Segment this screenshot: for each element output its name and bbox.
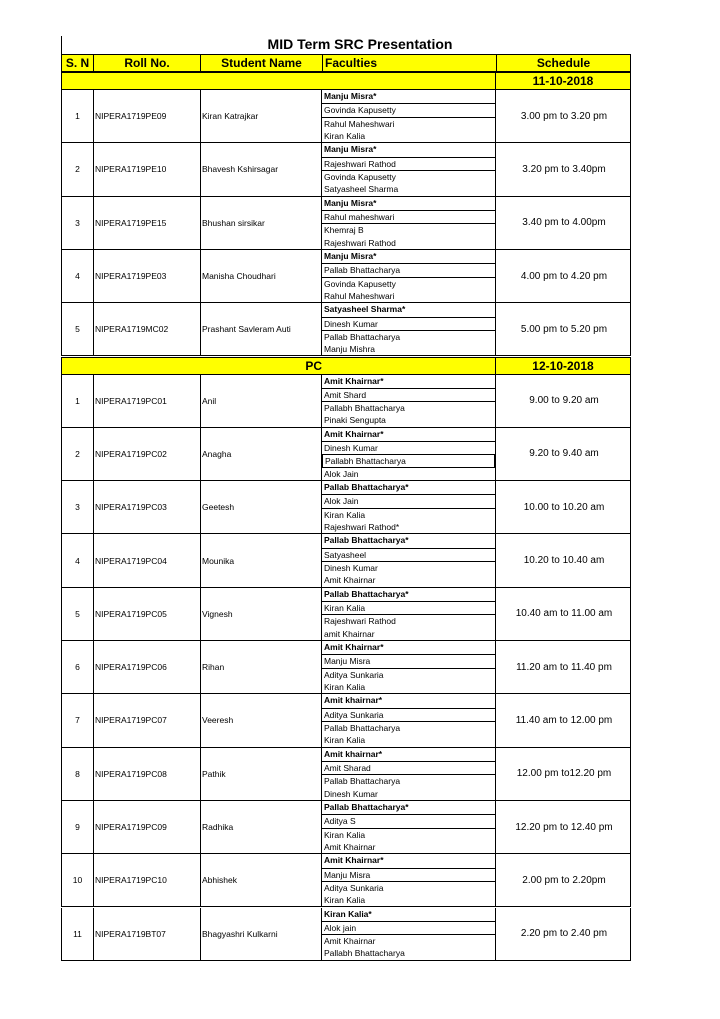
lead-faculty: Manju Misra* xyxy=(324,144,377,155)
faculty-member: amit Khairnar xyxy=(324,628,375,639)
row-roll-number: NIPERA1719PC07 xyxy=(95,715,167,726)
faculty-member: Aditya S xyxy=(322,814,495,827)
row-roll-number: NIPERA1719MC02 xyxy=(95,324,169,335)
row-schedule: 3.20 pm to 3.40pm xyxy=(522,163,606,175)
row-schedule: 10.00 to 10.20 am xyxy=(523,501,605,513)
row-serial-number: 10 xyxy=(72,875,83,886)
column-divider xyxy=(93,908,94,960)
column-divider xyxy=(200,641,201,693)
column-divider xyxy=(200,908,201,960)
faculty-member: Pallab Bhattacharya xyxy=(322,774,495,787)
faculty-member: Kiran Kalia xyxy=(322,828,495,841)
faculty-member: Dinesh Kumar xyxy=(322,317,495,330)
lead-faculty: Amit Khairnar* xyxy=(324,642,384,652)
faculty-member: Satyasheel xyxy=(322,548,495,561)
column-divider xyxy=(93,481,94,533)
row-serial-number: 2 xyxy=(75,164,80,175)
table-row xyxy=(61,428,631,481)
row-roll-number: NIPERA1719PC09 xyxy=(95,822,167,833)
row-schedule: 5.00 pm to 5.20 pm xyxy=(520,323,608,335)
faculty-member: Govinda Kapusetty xyxy=(322,277,495,290)
column-divider xyxy=(200,854,201,906)
column-divider xyxy=(93,534,94,586)
row-roll-number: NIPERA1719PC01 xyxy=(95,395,167,406)
faculty-member: Amit Sharad xyxy=(322,761,495,774)
lead-faculty: Amit Khairnar* xyxy=(324,428,384,439)
row-student-name: Anil xyxy=(202,395,217,406)
row-schedule: 12.00 pm to12.20 pm xyxy=(516,768,612,780)
column-divider xyxy=(200,481,201,533)
row-serial-number: 8 xyxy=(75,768,80,779)
faculty-member: Manju Misra xyxy=(322,654,495,667)
table-row xyxy=(61,641,631,694)
section-date: 12-10-2018 xyxy=(532,358,594,373)
column-divider xyxy=(200,748,201,800)
row-schedule: 3.00 pm to 3.20 pm xyxy=(520,110,608,122)
header-student-name: Student Name xyxy=(200,55,322,71)
row-schedule: 2.00 pm to 2.20pm xyxy=(522,874,606,886)
table-row xyxy=(61,908,631,961)
lead-faculty: Amit Khairnar* xyxy=(324,375,384,386)
row-student-name: Geetesh xyxy=(202,502,235,513)
lead-faculty: Amit Khairnar* xyxy=(324,855,384,866)
row-student-name: Bhagyashri Kulkarni xyxy=(202,928,278,939)
faculty-member: Khemraj B xyxy=(322,223,495,236)
row-roll-number: NIPERA1719PC05 xyxy=(95,608,167,619)
row-student-name: Pathik xyxy=(202,768,226,779)
faculty-member: Rajeshwari Rathod* xyxy=(324,522,400,533)
row-student-name: Bhavesh Kshirsagar xyxy=(202,164,279,175)
table-row xyxy=(61,801,631,854)
faculty-member: Amit Shard xyxy=(322,388,495,401)
column-divider xyxy=(93,250,94,302)
row-schedule: 3.40 pm to 4.00pm xyxy=(522,217,606,229)
row-student-name: Prashant Savleram Auti xyxy=(202,324,291,335)
table-row xyxy=(61,90,631,143)
row-roll-number: NIPERA1719BT07 xyxy=(95,928,166,939)
faculty-member: Amit Khairnar xyxy=(322,934,495,947)
row-schedule: 10.40 am to 11.00 am xyxy=(515,608,613,620)
row-schedule: 9.00 to 9.20 am xyxy=(529,395,599,407)
row-roll-number: NIPERA1719PE09 xyxy=(95,111,167,122)
row-schedule: 11.40 am to 12.00 pm xyxy=(515,714,613,726)
column-divider xyxy=(200,375,201,427)
row-schedule: 9.20 to 9.40 am xyxy=(529,448,599,460)
faculty-member: Rahul Maheshwari xyxy=(324,290,395,301)
faculty-member: Pallab Bhattacharya xyxy=(322,330,495,343)
row-roll-number: NIPERA1719PC10 xyxy=(95,875,167,886)
column-divider xyxy=(93,375,94,427)
row-roll-number: NIPERA1719PE15 xyxy=(95,217,167,228)
column-divider xyxy=(200,428,201,480)
row-serial-number: 3 xyxy=(75,502,80,513)
column-divider xyxy=(93,801,94,853)
lead-faculty: Pallab Bhattacharya* xyxy=(324,482,409,493)
row-serial-number: 3 xyxy=(75,217,80,228)
row-serial-number: 1 xyxy=(75,395,80,406)
row-roll-number: NIPERA1719PC04 xyxy=(95,555,167,566)
section-band xyxy=(61,72,631,90)
row-schedule: 4.00 pm to 4.20 pm xyxy=(520,270,608,282)
column-divider xyxy=(93,428,94,480)
faculty-member: Kiran Kalia xyxy=(324,895,366,906)
row-roll-number: NIPERA1719PC08 xyxy=(95,768,167,779)
table-row xyxy=(61,481,631,534)
column-divider xyxy=(93,90,94,142)
faculty-member: Kiran Kalia xyxy=(322,601,495,614)
row-student-name: Vignesh xyxy=(202,608,233,619)
row-roll-number: NIPERA1719PE10 xyxy=(95,164,167,175)
column-divider xyxy=(200,534,201,586)
lead-faculty: Amit khairnar* xyxy=(324,695,383,706)
section-label xyxy=(200,73,322,89)
table-row xyxy=(61,534,631,587)
table-row xyxy=(61,143,631,196)
column-divider xyxy=(93,588,94,640)
faculty-member: Rajeshwari Rathod xyxy=(322,614,495,627)
row-serial-number: 5 xyxy=(75,324,80,335)
faculty-member: Aditya Sunkaria xyxy=(322,881,495,894)
row-serial-number: 4 xyxy=(75,271,80,282)
column-divider xyxy=(93,197,94,249)
faculty-member: Govinda Kapusetty xyxy=(322,103,495,116)
table-row xyxy=(61,375,631,428)
table-row xyxy=(61,250,631,303)
faculty-member: Alok jain xyxy=(322,921,495,934)
faculty-member: Kiran Kalia xyxy=(324,681,366,692)
faculty-member: Kiran Kalia xyxy=(324,130,366,141)
column-divider xyxy=(93,694,94,746)
faculty-member: Amit Khairnar xyxy=(324,841,376,852)
faculty-member: Rajeshwari Rathod xyxy=(324,237,396,248)
header-sn: S. N xyxy=(65,56,90,70)
row-schedule: 10.20 to 10.40 am xyxy=(523,555,605,567)
faculty-member: Rahul Maheshwari xyxy=(322,117,495,130)
faculty-member: Alok Jain xyxy=(322,494,495,507)
faculty-member: Satyasheel Sharma xyxy=(324,184,399,195)
table-row xyxy=(61,197,631,250)
lead-faculty: Pallab Bhattacharya* xyxy=(324,535,409,546)
row-serial-number: 7 xyxy=(75,715,80,726)
row-schedule: 11.20 am to 11.40 pm xyxy=(516,661,612,673)
row-student-name: Veeresh xyxy=(202,715,234,726)
row-roll-number: NIPERA1719PC03 xyxy=(95,502,167,513)
column-divider xyxy=(200,694,201,746)
row-student-name: Bhushan sirsikar xyxy=(202,217,265,228)
row-schedule: 2.20 pm to 2.40 pm xyxy=(520,928,608,940)
row-roll-number: NIPERA1719PC06 xyxy=(95,662,167,673)
faculty-member: Manju Misra xyxy=(322,868,495,881)
header-roll: Roll No. xyxy=(93,55,200,71)
lead-faculty: Amit khairnar* xyxy=(324,748,383,759)
row-schedule: 12.20 pm to 12.40 pm xyxy=(515,821,613,833)
column-divider xyxy=(200,143,201,195)
faculty-member: Govinda Kapusetty xyxy=(322,170,495,183)
column-divider xyxy=(93,854,94,906)
row-student-name: Mounika xyxy=(202,555,235,566)
column-divider xyxy=(200,250,201,302)
table-row xyxy=(61,303,631,356)
column-divider xyxy=(93,641,94,693)
column-divider xyxy=(200,801,201,853)
lead-faculty: Manju Misra* xyxy=(324,91,377,101)
row-serial-number: 6 xyxy=(75,662,80,673)
table-row xyxy=(61,694,631,747)
column-divider xyxy=(200,303,201,355)
row-serial-number: 5 xyxy=(75,608,80,619)
faculty-member: Dinesh Kumar xyxy=(322,441,495,454)
column-divider xyxy=(200,197,201,249)
faculty-member: Alok Jain xyxy=(324,468,359,479)
column-divider xyxy=(93,748,94,800)
header-schedule: Schedule xyxy=(496,55,630,71)
faculty-member: Kiran Kalia xyxy=(322,508,495,521)
row-serial-number: 4 xyxy=(75,555,80,566)
section-date: 11-10-2018 xyxy=(532,74,594,88)
faculty-member: Pallabh Bhattacharya xyxy=(322,401,495,414)
faculty-member: Dinesh Kumar xyxy=(322,561,495,574)
faculty-member: Aditya Sunkaria xyxy=(322,668,495,681)
row-roll-number: NIPERA1719PC02 xyxy=(95,448,167,459)
faculty-member: Manju Mishra xyxy=(324,344,376,355)
row-serial-number: 2 xyxy=(75,448,80,459)
lead-faculty: Manju Misra* xyxy=(324,250,377,261)
faculty-member: Pallab Bhattacharya xyxy=(322,721,495,734)
faculty-member: Pinaki Sengupta xyxy=(324,415,386,426)
lead-faculty: Pallab Bhattacharya* xyxy=(324,801,409,812)
row-student-name: Rihan xyxy=(202,662,225,673)
row-serial-number: 9 xyxy=(75,822,80,833)
lead-faculty: Satyasheel Sharma* xyxy=(324,304,406,315)
column-divider xyxy=(200,90,201,142)
table-row xyxy=(61,854,631,907)
column-divider xyxy=(200,588,201,640)
header-row xyxy=(61,54,631,72)
header-faculties: Faculties xyxy=(322,55,496,71)
row-student-name: Manisha Choudhari xyxy=(202,271,276,282)
section-band xyxy=(61,357,631,375)
column-divider xyxy=(93,303,94,355)
table-row xyxy=(61,748,631,801)
faculty-member: Dinesh Kumar xyxy=(324,788,378,799)
row-roll-number: NIPERA1719PE03 xyxy=(95,271,167,282)
faculty-member: Rahul maheshwari xyxy=(322,210,495,223)
faculty-member: Amit Khairnar xyxy=(324,575,376,586)
row-student-name: Radhika xyxy=(202,822,234,833)
lead-faculty: Kiran Kalia* xyxy=(324,908,372,919)
section-label: PC xyxy=(305,358,322,373)
row-student-name: Kiran Katrajkar xyxy=(202,111,259,122)
faculty-member: Aditya Sunkaria xyxy=(322,708,495,721)
row-serial-number: 11 xyxy=(73,928,82,939)
lead-faculty: Manju Misra* xyxy=(324,197,377,208)
faculty-member: Pallabh Bhattacharya xyxy=(324,948,405,959)
faculty-member: Rajeshwari Rathod xyxy=(322,157,495,170)
table-row xyxy=(61,588,631,641)
faculty-member: Pallabh Bhattacharya xyxy=(322,454,495,467)
faculty-member: Kiran Kalia xyxy=(324,735,366,746)
column-divider xyxy=(93,143,94,195)
lead-faculty: Pallab Bhattacharya* xyxy=(324,588,409,599)
row-student-name: Anagha xyxy=(202,448,232,459)
row-student-name: Abhishek xyxy=(202,875,237,886)
page-title: MID Term SRC Presentation xyxy=(267,36,453,52)
faculty-member: Pallab Bhattacharya xyxy=(322,263,495,276)
row-serial-number: 1 xyxy=(75,111,80,122)
